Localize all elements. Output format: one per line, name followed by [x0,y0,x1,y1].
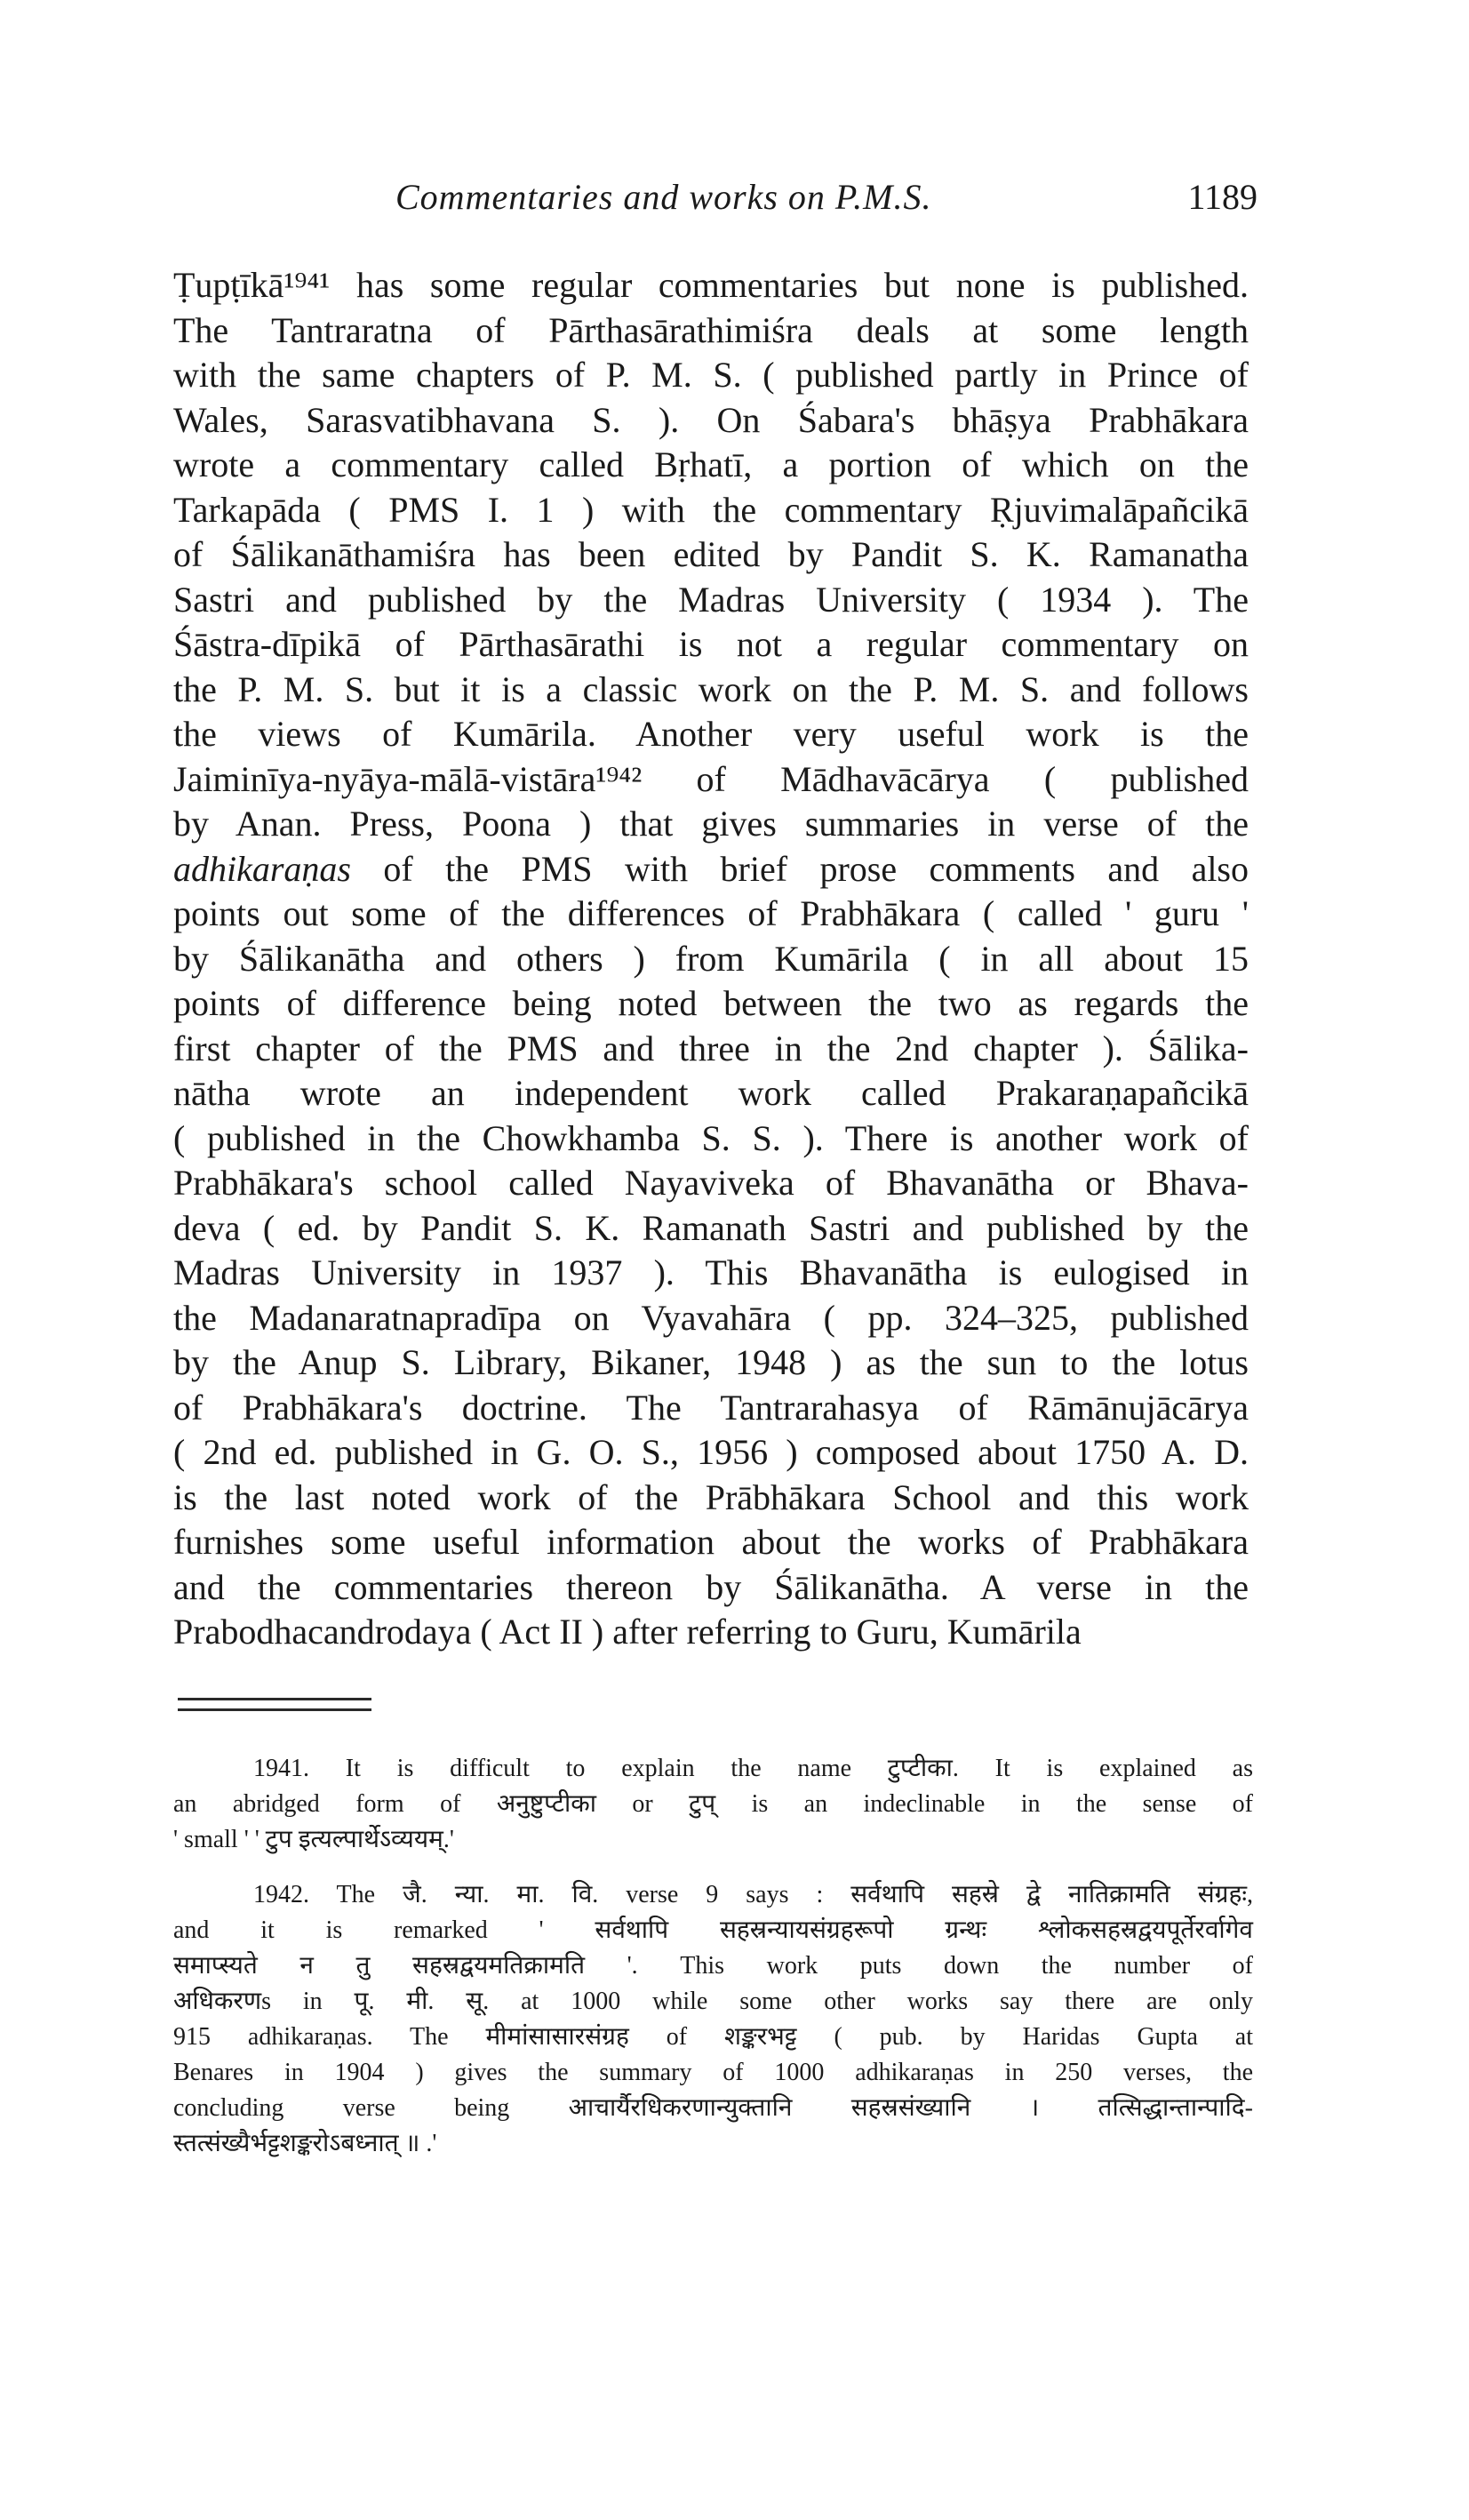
page-number: 1189 [1187,177,1257,217]
body-line: Śāstra-dīpikā of Pārthasārathi is not a regular commentary on [173,624,1249,664]
body-line: points of difference being noted between the two as regards the [173,983,1249,1023]
body-line: of Prabhākara's doctrine. The Tantrarahasya of Rāmānujācārya [173,1387,1249,1428]
body-line: Sastri and published by the Madras University ( 1934 ). The [173,579,1249,620]
body-line: is the last noted work of the Prābhākara School and this work [173,1476,1249,1517]
footnotes [173,1751,1253,2181]
body-line: with the same chapters of P. M. S. ( published partly in Prince of [173,355,1249,395]
body-line: first chapter of the PMS and three in the 2nd chapter ). Śālika- [173,1028,1249,1068]
footnote-line: अधिकरणs in पू. मी. सू. at 1000 while some other works say there are only [173,1988,1253,2015]
footnote-separator-rule-lower [178,1708,371,1711]
body-line: nātha wrote an independent work called Prakaraṇapañcikā [173,1073,1249,1113]
footnote-line: 915 adhikaraṇas. The मीमांसासारसंग्रह of शङ्करभट्ट ( pub. by Haridas Gupta at [173,2023,1253,2051]
body-paragraph [173,263,1249,1655]
footnote-separator-rule [178,1698,371,1700]
body-line: adhikaraṇas of the PMS with brief prose comments and also [173,848,1249,889]
body-line: points out some of the differences of Prabhākara ( called ' guru ' [173,893,1249,933]
footnote-line: 1942. The जै. न्या. मा. वि. verse 9 says : सर्वथापि सहस्रे द्वे नातिक्रामति संग्रहः, [253,1881,1253,1908]
body-line: Prabodhacandrodaya ( Act II ) after referring to Guru, Kumārila [173,1612,1082,1652]
footnote-line: Benares in 1904 ) gives the summary of 1000 adhikaraṇas in 250 verses, the [173,2059,1253,2086]
footnote-line: concluding verse being आचार्यैरधिकरणान्युक्तानि सहस्रसंख्यानि । तत्सिद्धान्तान्पादि- [173,2094,1253,2122]
footnote [173,1751,1253,1858]
body-line: of Śālikanāthamiśra has been edited by Pandit S. K. Ramanatha [173,534,1249,574]
body-line: The Tantraratna of Pārthasārathimiśra deals at some length [173,309,1249,350]
footnote-line: ' small ' ' टुप इत्यल्पार्थेऽव्ययम्.' [173,1826,454,1853]
body-line: ( published in the Chowkhamba S. S. ). There is another work of [173,1117,1249,1158]
body-line: the P. M. S. but it is a classic work on the P. M. S. and follows [173,668,1249,709]
footnote-line: स्तत्संख्यैर्भट्टशङ्करोऽबध्नात् ॥ .' [173,2130,437,2157]
running-title: Commentaries and works on P.M.S. [395,177,932,217]
footnote-line: and it is remarked ' सर्वथापि सहस्रन्यायसंग्रहरूपो ग्रन्थः श्लोकसहस्रद्वयपूर्तेरर्वागेव [173,1916,1253,1944]
body-line: the views of Kumārila. Another very useful work is the [173,714,1249,754]
body-line: deva ( ed. by Pandit S. K. Ramanath Sastri and published by the [173,1207,1249,1248]
body-line: and the commentaries thereon by Śālikanātha. A verse in the [173,1566,1249,1607]
body-line: by Anan. Press, Poona ) that gives summaries in verse of the [173,804,1249,844]
body-line: Ṭupṭīkā¹⁹⁴¹ has some regular commentaries but none is published. [173,265,1249,305]
body-line: by Śālikanātha and others ) from Kumārila ( in all about 15 [173,938,1249,979]
body-line: furnishes some useful information about the works of Prabhākara [173,1522,1249,1562]
body-line: wrote a commentary called Bṛhatī, a portion of which on the [173,444,1249,484]
body-line: Jaiminīya-nyāya-mālā-vistāra¹⁹⁴² of Mādhavācārya ( published [173,758,1249,799]
footnote [173,1877,1253,2162]
running-head [191,176,1257,229]
body-line: Madras University in 1937 ). This Bhavanātha is eulogised in [173,1252,1249,1292]
body-line: ( 2nd ed. published in G. O. S., 1956 ) composed about 1750 A. D. [173,1432,1249,1472]
footnote-line: an abridged form of अनुष्टुप्टीका or टुप् is an indeclinable in the sense of [173,1790,1253,1818]
body-line: Wales, Sarasvatibhavana S. ). On Śabara's bhāṣya Prabhākara [173,399,1249,440]
body-line: Prabhākara's school called Nayaviveka of Bhavanātha or Bhava- [173,1163,1249,1203]
footnote-line: 1941. It is difficult to explain the name टुप्टीका. It is explained as [253,1755,1253,1782]
body-line: by the Anup S. Library, Bikaner, 1948 ) as the sun to the lotus [173,1342,1249,1382]
body-line: Tarkapāda ( PMS I. 1 ) with the commentary Ṛjuvimalāpañcikā [173,489,1249,530]
footnote-line: समाप्स्यते न तु सहस्रद्वयमतिक्रामति '. This work puts down the number of [173,1952,1253,1980]
body-line: the Madanaratnapradīpa on Vyavahāra ( pp. 324–325, published [173,1297,1249,1338]
